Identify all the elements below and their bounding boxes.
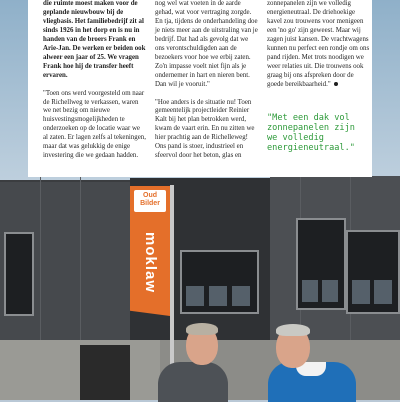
window (4, 232, 34, 316)
article-column-1 (43, 0, 146, 170)
article-column-2 (155, 0, 258, 170)
person-left-sweater (158, 362, 228, 402)
person-left-hair (186, 323, 218, 335)
banner-text: moklaw (142, 232, 159, 294)
person-right-hair (276, 324, 310, 336)
article-paragraph: "Hoe anders is de situatie nu! Toen gemeentelijk projectleider Reinier Kalt bij het plan betrokken werd, kwam de vaart erin. En nu zitten we hier prachtig aan de Richelleweg! Ons pand is stoer, industrieel en sfeervol door het beton, glas en (155, 98, 255, 160)
end-bullet-icon (334, 82, 338, 86)
banner-logo: Oud Bilder (140, 192, 160, 207)
article-card (28, 0, 372, 177)
facade-seam (40, 176, 41, 356)
pull-quote: "Met een dak vol zonnepanelen zijn we volledig energieneutraal." (267, 113, 355, 153)
article-paragraph: nog wel wat voeten in de aarde gehad, wat voor vertraging zorgde. En tja, tijdens de onderhandeling doe je niets meer aan de uitstraling van je bedrijf. Dat had als gevolg dat we ons verontschuldigden aan de bezoekers voor hoe we erbij zaten. Zo'n impasse voelt niet fijn als je ondernemer in hart en nieren bent. Dan wil je vooruit." (155, 0, 258, 88)
window (180, 250, 259, 314)
entrance-door (80, 345, 130, 400)
article-paragraph: "Toen ons werd voorgesteld om naar de Richellweg te verkassen, waren we net bezig om nieuwe huisvestingsmogelijkheden te onderzoeken op de locatie waar we al zaten. Er lagen zelfs al tekeningen, maar dat was gelukkig de enige investering die we gedaan hadden. (43, 89, 146, 160)
article-paragraph: zonnepanelen zijn we volledig energieneutraal. De driehoekige kavel zou trouwens voor menigeen een 'no go' zijn geweest. Maar wij zagen juist kansen. De vrachtwagens kunnen nu perfect een rondje om ons pand rijden. Met trots noodigen we weer relaties uit. Die trouwens ook graag bij ons afspreken door de goede bereikbaarheid." (267, 0, 370, 88)
window (346, 230, 400, 314)
article-column-3 (267, 0, 370, 99)
facade-seam (80, 176, 81, 356)
window (296, 218, 346, 310)
article-intro: die ruimte moest maken voor de geplande nieuwbouw bij de vliegbasis. Het familiebedrijf zit al sinds 1926 in het dorp en is nu in handen van de broers Frank en Arie-Jan. De werken er beiden ook alweer een jaar of 25. We vragen Frank hoe hij de transfer heeft ervaren. (43, 0, 146, 79)
